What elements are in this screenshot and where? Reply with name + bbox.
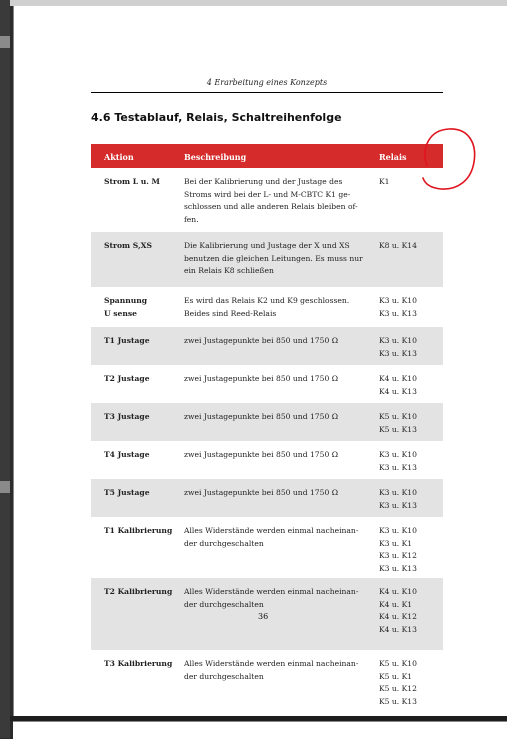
section-title: 4.6 Testablauf, Relais, Schaltreihenfolge [91,111,342,124]
relais-cell-line: K8 u. K14 [379,241,417,250]
relais-cell-line: K3 u. K10 [379,336,417,345]
beschreibung-cell-line: schlossen und alle anderen Relais bleiben of- [184,202,358,211]
running-head: 4 Erarbeitung eines Konzepts [206,78,328,87]
table-row [91,479,443,517]
beschreibung-cell-line: benutzen die gleichen Leitungen. Es muss nur [184,253,363,263]
aktion-cell [104,586,182,599]
aktion-cell [104,487,182,500]
relais-cell-line: K3 u. K12 [379,551,417,560]
beschreibung-cell-line: zwei Justagepunkte bei 850 und 1750 Ω [184,488,339,497]
table-row [91,168,443,232]
beschreibung-cell [184,335,374,348]
relais-cell-line: K5 u. K12 [379,684,417,693]
aktion-cell-line: U sense [104,308,138,318]
relais-cell-line: K4 u. K10 [379,374,417,383]
relais-cell-line: K4 u. K13 [379,624,417,634]
table-row [91,327,443,365]
beschreibung-cell [184,487,374,500]
beschreibung-cell-line: Bei der Kalibrierung und der Justage des [184,177,343,186]
aktion-cell [104,335,182,348]
aktion-cell [104,295,182,320]
table-row [91,403,443,441]
relais-cell-line: K3 u. K13 [379,563,417,573]
relais-cell-line: K3 u. K10 [379,450,417,459]
beschreibung-cell-line: Es wird das Relais K2 und K9 geschlossen. [184,296,350,305]
beschreibung-cell-line: Beides sind Reed-Relais [184,308,277,318]
relais-cell-line: K3 u. K13 [379,308,417,318]
relais-cell [379,295,441,320]
beschreibung-cell [184,658,374,683]
beschreibung-cell [184,176,374,226]
relais-cell [379,487,441,512]
relais-cell-line: K1 [379,177,390,186]
relais-cell-line: K3 u. K10 [379,526,417,535]
beschreibung-cell-line: der durchgeschalten [184,671,264,681]
beschreibung-cell [184,525,374,550]
aktion-cell-line: T1 Kalibrierung [104,526,173,535]
relais-cell-line: K3 u. K13 [379,348,417,358]
aktion-cell [104,449,182,462]
aktion-cell [104,240,182,253]
beschreibung-cell-line: zwei Justagepunkte bei 850 und 1750 Ω [184,336,339,345]
next-page-edge [13,721,507,739]
table-row [91,517,443,578]
beschreibung-cell [184,411,374,424]
aktion-cell-line: Strom S,XS [104,241,152,250]
page-number: 36 [258,612,269,621]
relais-cell-line: K5 u. K1 [379,671,413,681]
aktion-cell-line: T2 Justage [104,374,150,383]
relais-cell [379,525,441,575]
beschreibung-cell-line: Alles Widerstände werden einmal nacheinan- [184,526,359,535]
relais-cell-line: K4 u. K13 [379,386,417,396]
aktion-cell-line: T3 Kalibrierung [104,659,173,668]
relais-cell-line: K5 u. K10 [379,659,417,668]
relais-cell [379,335,441,360]
aktion-cell [104,373,182,386]
scroll-marker [0,36,10,48]
scroll-marker [0,481,10,493]
aktion-cell-line: T2 Kalibrierung [104,587,173,596]
relais-cell [379,240,441,253]
beschreibung-cell-line: ein Relais K8 schließen [184,266,274,275]
header-aktion: Aktion [104,152,134,162]
relais-cell [379,373,441,398]
relais-cell [379,658,441,708]
beschreibung-cell-line: zwei Justagepunkte bei 850 und 1750 Ω [184,374,339,383]
relais-cell-line: K3 u. K13 [379,500,417,510]
beschreibung-cell-line: der durchgeschalten [184,599,264,609]
header-rule [91,92,443,93]
aktion-cell [104,411,182,424]
relais-cell-line: K5 u. K13 [379,696,417,706]
header-beschreibung: Beschreibung [184,152,247,162]
aktion-cell-line: T3 Justage [104,412,150,421]
aktion-cell-line: T4 Justage [104,450,150,459]
relais-cell [379,586,441,636]
beschreibung-cell-line: Stroms wird bei der L- und M-CBTC K1 ge- [184,189,351,199]
aktion-cell-line: Spannung [104,296,148,305]
beschreibung-cell-line: Die Kalibrierung und Justage der X und XS [184,241,350,250]
aktion-cell-line: T5 Justage [104,488,150,497]
header-relais: Relais [379,152,407,162]
relay-table [91,144,443,712]
relais-cell-line: K3 u. K13 [379,462,417,472]
aktion-cell [104,658,182,671]
table-row [91,365,443,403]
table-body [91,168,443,712]
table-row [91,441,443,479]
beschreibung-cell-line: Alles Widerstände werden einmal nacheinan- [184,659,359,668]
relais-cell-line: K5 u. K13 [379,424,417,434]
table-row [91,287,443,327]
aktion-cell-line: Strom L u. M [104,177,160,186]
aktion-cell [104,176,182,189]
beschreibung-cell-line: der durchgeschalten [184,538,264,548]
relais-cell-line: K4 u. K1 [379,599,413,609]
relais-cell-line: K4 u. K10 [379,587,417,596]
beschreibung-cell [184,240,374,278]
table-row [91,650,443,712]
table-row [91,232,443,287]
aktion-cell [104,525,182,538]
beschreibung-cell [184,373,374,386]
beschreibung-cell [184,295,374,320]
beschreibung-cell-line: zwei Justagepunkte bei 850 und 1750 Ω [184,450,339,459]
table-header [91,144,443,168]
handwritten-circle-annotation [419,126,479,192]
beschreibung-cell [184,449,374,462]
beschreibung-cell [184,586,374,611]
beschreibung-cell-line: fen. [184,214,199,224]
relais-cell [379,449,441,474]
relais-cell-line: K5 u. K10 [379,412,417,421]
relais-cell [379,411,441,436]
relais-cell-line: K3 u. K10 [379,488,417,497]
beschreibung-cell-line: Alles Widerstände werden einmal nacheinan- [184,587,359,596]
viewer-left-scrollbar[interactable] [0,0,10,738]
relais-cell-line: K3 u. K10 [379,296,417,305]
relais-cell-line: K4 u. K12 [379,612,417,621]
document-page [13,6,507,716]
relais-cell-line: K3 u. K1 [379,538,413,548]
beschreibung-cell-line: zwei Justagepunkte bei 850 und 1750 Ω [184,412,339,421]
aktion-cell-line: T1 Justage [104,336,150,345]
